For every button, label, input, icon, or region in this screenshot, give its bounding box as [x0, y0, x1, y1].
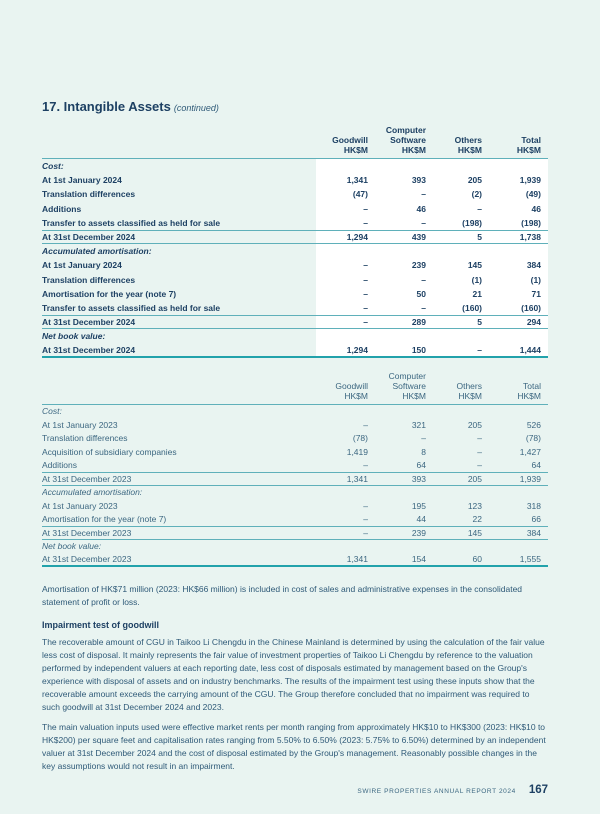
table-row [42, 445, 548, 459]
cell-value: 439 [411, 232, 426, 243]
cell-value: – [477, 433, 482, 444]
cell-value: 44 [416, 514, 426, 525]
cell-value: 60 [472, 553, 482, 564]
cell-value: 384 [526, 260, 541, 271]
section-number-title: 17. Intangible Assets [42, 99, 171, 114]
row-label: Net book value: [42, 541, 102, 552]
cell-value: 1,939 [519, 473, 541, 484]
row-label: Amortisation for the year (note 7) [42, 288, 177, 299]
cell-value: 46 [416, 203, 426, 214]
cell-value: – [477, 203, 482, 214]
cell-value: 123 [467, 500, 482, 511]
table-row [42, 173, 548, 187]
cell-value: 1,419 [346, 446, 368, 457]
cell-value: – [421, 274, 426, 285]
cell-value: – [363, 317, 368, 328]
table-row [42, 513, 548, 527]
cell-value: 1,939 [519, 175, 541, 186]
table-row [42, 258, 548, 272]
table-body [42, 405, 548, 567]
cell-value: 1,294 [346, 232, 368, 243]
cell-value: 1,341 [346, 553, 368, 564]
column-header: Computer Software HK$M [388, 370, 426, 401]
column-header: Goodwill HK$M [332, 135, 368, 155]
column-header: Computer Software HK$M [385, 125, 426, 155]
cell-value: – [363, 203, 368, 214]
cell-value: 145 [467, 527, 482, 538]
row-label: Translation differences [42, 433, 128, 444]
cell-value: 1,341 [346, 473, 368, 484]
table-row [42, 301, 548, 315]
report-name: SWIRE PROPERTIES ANNUAL REPORT 2024 [357, 788, 516, 795]
cell-value: – [421, 302, 426, 313]
intangible-assets-table-2024 [42, 125, 548, 358]
row-label: Transfer to assets classified as held for sale [42, 302, 221, 313]
row-label: At 31st December 2024 [42, 344, 136, 355]
cell-value: – [477, 446, 482, 457]
table-row [42, 343, 548, 357]
cell-value: (78) [352, 433, 368, 444]
cell-value: (1) [530, 274, 541, 285]
cell-value: 50 [416, 288, 426, 299]
table-row [42, 499, 548, 513]
table-row [42, 553, 548, 567]
table-row [42, 244, 548, 258]
impairment-paragraph-1: The recoverable amount of CGU in Taikoo Li Chengdu in the Chinese Mainland is determined by using the calculation of the fair value less cost of disposal. It mainly represents the fair value of investment properties of Taikoo Li Chengdu by reference to the valuation performed by independent valuers at each reporting date, less cost of disposals estimated by management based on the Group's experience with disposal of assets and on industry benchmarks. The results of the impairment test using these inputs show that the recoverable amount exceeds the carrying amount of the CGU. The Group therefore concluded that no impairment was required to such goodwill at 31st December 2024 and 2023. [42, 636, 545, 712]
cell-value: (78) [525, 433, 541, 444]
table-body [42, 159, 548, 358]
row-label: Translation differences [42, 189, 136, 200]
table-row [42, 216, 548, 230]
row-label: Transfer to assets classified as held for sale [42, 217, 221, 228]
table-row [42, 540, 548, 554]
column-header: Others HK$M [456, 380, 482, 401]
cell-value: (160) [521, 302, 541, 313]
cell-value: – [363, 419, 368, 430]
cell-value: – [421, 189, 426, 200]
table-row [42, 526, 548, 540]
cell-value: 21 [472, 288, 482, 299]
row-label: Cost: [42, 406, 62, 417]
row-label: Acquisition of subsidiary companies [42, 446, 177, 457]
cell-value: 393 [411, 175, 426, 186]
cell-value: – [363, 460, 368, 471]
cell-value: – [477, 344, 482, 355]
table-header-row [42, 371, 548, 405]
row-label: At 31st December 2024 [42, 232, 136, 243]
cell-value: 1,341 [346, 175, 368, 186]
row-label: At 31st December 2023 [42, 473, 132, 484]
cell-value: 318 [526, 500, 541, 511]
cell-value: – [421, 433, 426, 444]
cell-value: 145 [467, 260, 482, 271]
table-row [42, 486, 548, 500]
row-label: Translation differences [42, 274, 136, 285]
table-row [42, 472, 548, 486]
cell-value: – [363, 527, 368, 538]
cell-value: 46 [531, 203, 541, 214]
cell-value: – [421, 217, 426, 228]
row-label: Accumulated amortisation: [42, 487, 143, 498]
cell-value: 294 [526, 317, 541, 328]
amortisation-note: Amortisation of HK$71 million (2023: HK$66 million) is included in cost of sales and administrative expenses in the consolidated statement of profit or loss. [42, 583, 523, 607]
cell-value: 321 [411, 419, 426, 430]
cell-value: (160) [462, 302, 482, 313]
table-row [42, 287, 548, 301]
cell-value: 66 [531, 514, 541, 525]
row-label: At 31st December 2023 [42, 553, 132, 564]
row-label: Cost: [42, 161, 64, 172]
row-label: Net book value: [42, 331, 106, 342]
cell-value: 5 [477, 317, 482, 328]
table-row [42, 230, 548, 244]
table-row [42, 202, 548, 216]
cell-value: 64 [416, 460, 426, 471]
cell-value: 8 [421, 446, 426, 457]
cell-value: 384 [526, 527, 541, 538]
intangible-assets-table-2023 [42, 371, 548, 567]
row-label: At 1st January 2024 [42, 175, 122, 186]
cell-value: – [363, 288, 368, 299]
cell-value: 289 [411, 317, 426, 328]
table-row [42, 187, 548, 201]
cell-value: 154 [411, 553, 426, 564]
page-title [42, 99, 548, 116]
cell-value: 22 [472, 514, 482, 525]
row-label: Amortisation for the year (note 7) [42, 514, 167, 525]
cell-value: 205 [467, 175, 482, 186]
cell-value: – [363, 274, 368, 285]
row-label: Accumulated amortisation: [42, 246, 152, 257]
column-header: Total HK$M [516, 135, 541, 155]
table-row [42, 329, 548, 343]
cell-value: 205 [467, 419, 482, 430]
table-row [42, 273, 548, 287]
row-label: Additions [42, 460, 77, 471]
row-label: At 1st January 2024 [42, 260, 122, 271]
column-header: Others HK$M [454, 135, 482, 155]
title-continued-note: (continued) [173, 103, 219, 113]
page-footer [357, 784, 548, 796]
cell-value: 1,555 [519, 553, 541, 564]
cell-value: 195 [411, 500, 426, 511]
cell-value: (47) [352, 189, 368, 200]
row-label: Additions [42, 203, 82, 214]
table-row [42, 159, 548, 173]
cell-value: 1,427 [519, 446, 541, 457]
cell-value: 205 [467, 473, 482, 484]
table-header-row [42, 125, 548, 159]
cell-value: 239 [411, 260, 426, 271]
cell-value: (1) [471, 274, 482, 285]
column-header: Total HK$M [517, 380, 541, 401]
table-row [42, 418, 548, 432]
cell-value: – [363, 500, 368, 511]
cell-value: 64 [531, 460, 541, 471]
impairment-paragraph-2: The main valuation inputs used were effective market rents per month ranging from approximately HK$10 to HK$300 (2023: HK$10 to HK$200) per square feet and capitalisation rates ranging from 5.50% to 6.50% (2023: 5.75% to 6.50%) determined by an independent valuer at 31st December 2024 and the cost of disposal estimated by the Group's management. Reasonably possible changes in the key assumptions would not result in an impairment. [42, 721, 546, 771]
cell-value: 526 [526, 419, 541, 430]
cell-value: (198) [521, 217, 541, 228]
cell-value: – [363, 217, 368, 228]
row-label: At 1st January 2023 [42, 419, 118, 430]
table-row [42, 405, 548, 419]
cell-value: (2) [471, 189, 482, 200]
cell-value: – [363, 514, 368, 525]
cell-value: 393 [411, 473, 426, 484]
cell-value: 5 [477, 232, 482, 243]
cell-value: – [363, 302, 368, 313]
cell-value: – [363, 260, 368, 271]
cell-value: 1,444 [519, 344, 541, 355]
table-row [42, 459, 548, 473]
cell-value: 239 [411, 527, 426, 538]
table-row [42, 432, 548, 446]
column-header: Goodwill HK$M [335, 380, 368, 401]
cell-value: 1,738 [519, 232, 541, 243]
cell-value: (198) [462, 217, 482, 228]
cell-value: (49) [525, 189, 541, 200]
cell-value: – [477, 460, 482, 471]
cell-value: 1,294 [346, 344, 368, 355]
row-label: At 31st December 2023 [42, 527, 132, 538]
cell-value: 71 [531, 288, 541, 299]
table-row [42, 315, 548, 329]
cell-value: 150 [411, 344, 426, 355]
row-label: At 31st December 2024 [42, 317, 136, 328]
page-number: 167 [528, 784, 548, 796]
impairment-test-heading: Impairment test of goodwill [42, 619, 160, 630]
row-label: At 1st January 2023 [42, 500, 118, 511]
